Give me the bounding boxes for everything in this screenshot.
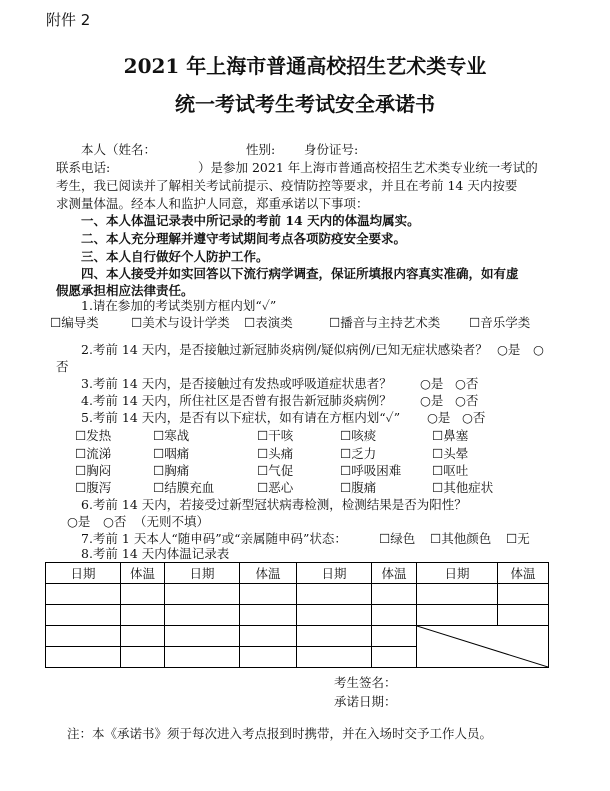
title-line-2: 统一考试考生考试安全承诺书 — [175, 92, 435, 116]
q1-option-directing[interactable]: ☐编导类 — [50, 315, 99, 330]
q2-no-radio[interactable]: ○ — [533, 342, 544, 357]
table-cell[interactable] — [240, 605, 297, 626]
symptom-headache[interactable]: ☐头痛 — [257, 446, 294, 461]
q7-option-other-color[interactable]: ☐其他颜色 — [430, 531, 492, 546]
table-cell[interactable] — [372, 647, 417, 668]
symptom-chest-pain[interactable]: ☐胸痛 — [153, 463, 190, 478]
symptom-chills[interactable]: ☐寒战 — [153, 428, 190, 443]
symptom-abdominal-pain[interactable]: ☐腹痛 — [340, 480, 377, 495]
table-cell[interactable] — [165, 584, 240, 605]
symptom-diarrhea[interactable]: ☐腹泻 — [75, 480, 112, 495]
table-cell[interactable] — [417, 605, 498, 626]
gender-label: 性别: — [246, 142, 276, 157]
symptom-runny-nose[interactable]: ☐流涕 — [75, 446, 112, 461]
table-cell[interactable] — [121, 584, 165, 605]
table-header-date: 日期 — [297, 563, 372, 584]
table-row — [46, 605, 549, 626]
q6-text: 6.考前 14 天内，若接受过新型冠状病毒检测，检测结果是否为阳性？ — [81, 497, 467, 512]
symptom-chest-tightness[interactable]: ☐胸闷 — [75, 463, 112, 478]
commitment-2: 二、本人充分理解并遵守考试期间考点各项防疫安全要求。 — [81, 231, 407, 246]
symptom-conjunctival[interactable]: ☐结膜充血 — [153, 480, 215, 495]
table-cell[interactable] — [372, 584, 417, 605]
table-header-row — [46, 563, 549, 584]
table-crossed-cell — [417, 626, 549, 668]
table-header-temp: 体温 — [240, 563, 297, 584]
table-cell[interactable] — [121, 605, 165, 626]
symptom-fever[interactable]: ☐发热 — [75, 428, 112, 443]
table-cell[interactable] — [240, 647, 297, 668]
q1-text: 1.请在参加的考试类别方框内划“✓” — [81, 298, 277, 313]
table-row — [46, 626, 549, 647]
table-row — [46, 584, 549, 605]
table-header-date: 日期 — [165, 563, 240, 584]
commitment-1: 一、本人体温记录表中所记录的考前 14 天内的体温均属实。 — [81, 213, 420, 228]
q3-text: 3.考前 14 天内，是否接触过有发热或呼吸道症状患者？ — [81, 376, 392, 391]
commitment-4: 四、本人接受并如实回答以下流行病学调查，保证所填报内容真实准确，如有虚 — [81, 266, 519, 281]
commitment-4-cont: 假愿承担相应法律责任。 — [56, 283, 194, 298]
commitment-date-label: 承诺日期： — [334, 694, 397, 709]
diagonal-line — [417, 626, 548, 667]
table-cell[interactable] — [46, 626, 121, 647]
footnote: 注：本《承诺书》须于每次进入考点报到时携带，并在入场时交予工作人员。 — [67, 726, 493, 741]
q1-option-performance[interactable]: ☐表演类 — [244, 315, 293, 330]
q7-option-green[interactable]: ☐绿色 — [379, 531, 416, 546]
table-cell[interactable] — [121, 647, 165, 668]
q8-text: 8.考前 14 天内体温记录表 — [81, 546, 230, 561]
table-cell[interactable] — [165, 626, 240, 647]
q7-option-none[interactable]: ☐无 — [506, 531, 530, 546]
symptom-shortness-breath[interactable]: ☐气促 — [257, 463, 294, 478]
q2-no-label: 否 — [56, 359, 69, 374]
table-cell[interactable] — [46, 605, 121, 626]
q4-yes-radio[interactable]: ○是 — [420, 393, 444, 408]
symptom-vomiting[interactable]: ☐呕吐 — [432, 463, 469, 478]
intro-line-2: 考生，我已阅读并了解相关考试前提示、疫情防控等要求，并且在考前 14 天内按要 — [56, 178, 518, 193]
symptom-other[interactable]: ☐其他症状 — [432, 480, 494, 495]
q7-text: 7.考前 1 天本人“随申码”或“亲属随申码”状态： — [81, 531, 347, 546]
table-cell[interactable] — [372, 605, 417, 626]
signature-label: 考生签名： — [334, 675, 397, 690]
table-cell[interactable] — [297, 626, 372, 647]
table-header-date: 日期 — [417, 563, 498, 584]
symptom-sore-throat[interactable]: ☐咽痛 — [153, 446, 190, 461]
symptom-fatigue[interactable]: ☐乏力 — [340, 446, 377, 461]
q3-no-radio[interactable]: ○否 — [455, 376, 479, 391]
table-cell[interactable] — [240, 626, 297, 647]
table-header-date: 日期 — [46, 563, 121, 584]
symptom-phlegm[interactable]: ☐咳痰 — [340, 428, 377, 443]
symptom-dyspnea[interactable]: ☐呼吸困难 — [340, 463, 402, 478]
q6-no-radio[interactable]: ○否 — [103, 514, 127, 529]
table-cell[interactable] — [46, 647, 121, 668]
intro-line-1-tail: ）是参加 2021 年上海市普通高校招生艺术类专业统一考试的 — [198, 160, 538, 175]
table-cell[interactable] — [240, 584, 297, 605]
symptom-nasal-congestion[interactable]: ☐鼻塞 — [432, 428, 469, 443]
q5-no-radio[interactable]: ○否 — [462, 410, 486, 425]
q5-yes-radio[interactable]: ○是 — [427, 410, 451, 425]
q2-yes-radio[interactable]: ○是 — [497, 342, 521, 357]
table-cell[interactable] — [417, 584, 498, 605]
table-cell[interactable] — [46, 584, 121, 605]
table-cell[interactable] — [297, 584, 372, 605]
q4-text: 4.考前 14 天内，所住社区是否曾有报告新冠肺炎病例？ — [81, 393, 392, 408]
symptom-dry-cough[interactable]: ☐干咳 — [257, 428, 294, 443]
commitment-3: 三、本人自行做好个人防护工作。 — [81, 249, 269, 264]
table-cell[interactable] — [165, 647, 240, 668]
table-cell[interactable] — [297, 647, 372, 668]
q5-text: 5.考前 14 天内，是否有以下症状，如有请在方框内划“✓” — [81, 410, 401, 425]
symptom-dizziness[interactable]: ☐头晕 — [432, 446, 469, 461]
table-cell[interactable] — [297, 605, 372, 626]
temperature-record-table — [45, 562, 549, 668]
q6-note: （无则不填） — [134, 514, 210, 529]
table-cell[interactable] — [372, 626, 417, 647]
q4-no-radio[interactable]: ○否 — [455, 393, 479, 408]
table-header-temp: 体温 — [498, 563, 549, 584]
id-number-label: 身份证号: — [304, 142, 359, 157]
table-cell[interactable] — [165, 605, 240, 626]
name-label: 本人（姓名： — [81, 142, 157, 157]
q1-option-music[interactable]: ☐音乐学类 — [469, 315, 531, 330]
phone-label: 联系电话: — [56, 160, 111, 175]
q3-yes-radio[interactable]: ○是 — [420, 376, 444, 391]
table-cell[interactable] — [498, 584, 549, 605]
q2-text: 2.考前 14 天内，是否接触过新冠肺炎病例/疑似病例/已知无症状感染者？ — [81, 342, 488, 357]
q6-yes-radio[interactable]: ○是 — [67, 514, 91, 529]
attachment-label: 附件 2 — [46, 11, 91, 29]
title-line-1: 2021 年上海市普通高校招生艺术类专业 — [123, 54, 487, 78]
table-header-temp: 体温 — [372, 563, 417, 584]
q1-option-broadcasting[interactable]: ☐播音与主持艺术类 — [329, 315, 441, 330]
table-cell[interactable] — [121, 626, 165, 647]
table-cell[interactable] — [498, 605, 549, 626]
intro-line-3: 求测量体温。经本人和监护人同意，郑重承诺以下事项： — [56, 196, 369, 211]
table-header-temp: 体温 — [121, 563, 165, 584]
symptom-nausea[interactable]: ☐恶心 — [257, 480, 294, 495]
q1-option-art-design[interactable]: ☐美术与设计学类 — [131, 315, 230, 330]
